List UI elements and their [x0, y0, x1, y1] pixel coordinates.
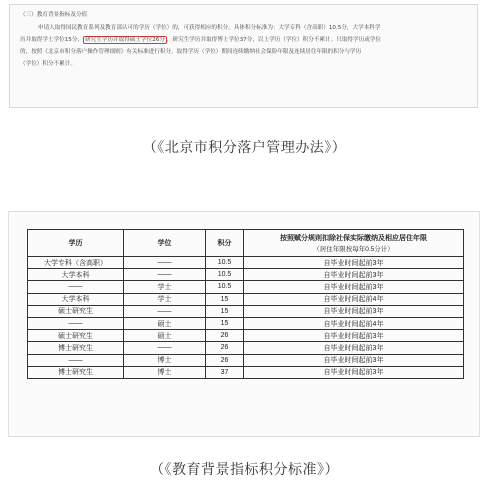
cell-years: 自毕业时间起前3年: [244, 354, 464, 366]
caption-points-standard: （《教育背景指标积分标准》）: [150, 462, 339, 478]
cell-points: 26: [206, 342, 244, 354]
cell-education: 硕士研究生: [28, 305, 124, 317]
points-standard-table-image: [8, 211, 480, 437]
table-row: [28, 330, 464, 342]
table-row: [28, 269, 464, 281]
cell-education: 博士研究生: [28, 366, 124, 378]
cell-education: ——: [28, 281, 124, 293]
cell-degree: 博士: [124, 354, 206, 366]
cell-points: 26: [206, 354, 244, 366]
table-row: [28, 293, 464, 305]
cell-points: 26: [206, 330, 244, 342]
cell-degree: ——: [124, 269, 206, 281]
header-education: 学历: [28, 230, 124, 257]
highlighted-master-degree-text: 研究生学历并取得硕士学位26分: [85, 37, 165, 43]
cell-education: 硕士研究生: [28, 330, 124, 342]
cell-points: 10.5: [206, 257, 244, 269]
cell-years: 自毕业时间起前3年: [244, 257, 464, 269]
cell-education: ——: [28, 317, 124, 329]
policy-excerpt-image: [9, 4, 478, 108]
header-years-title: 按照赋分规则扣除社保实际缴纳及相应居住年限: [280, 235, 427, 242]
excerpt-line-2: [20, 38, 381, 44]
cell-points: 15: [206, 305, 244, 317]
cell-years: 自毕业时间起前3年: [244, 281, 464, 293]
table-row: [28, 257, 464, 269]
excerpt-line-2-post: ，研究生学历并取得博士学位37分，以上学历（学位）积分不累计。只取得学历或学位: [166, 37, 381, 43]
cell-years: 自毕业时间起前3年: [244, 342, 464, 354]
cell-points: 37: [206, 366, 244, 378]
cell-points: 15: [206, 293, 244, 305]
table-row: [28, 281, 464, 293]
cell-years: 自毕业时间起前3年: [244, 305, 464, 317]
cell-years: 自毕业时间起前3年: [244, 366, 464, 378]
education-points-table: [27, 229, 464, 379]
cell-degree: 硕士: [124, 317, 206, 329]
table-row: [28, 366, 464, 378]
cell-degree: ——: [124, 257, 206, 269]
excerpt-line-1: 申请人取得国民教育系列及教育部认可的学历（学位）的，可获得相应的积分。具体积分标准为：大学专科（含高职）10.5分，大学本科学: [38, 25, 381, 31]
header-years-subtitle: （居住年限按每年0.5分计）: [313, 246, 394, 253]
table-row: [28, 317, 464, 329]
cell-years: 自毕业时间起前3年: [244, 330, 464, 342]
table-row: [28, 342, 464, 354]
excerpt-heading: （三）教育背景指标及分值: [20, 12, 88, 18]
excerpt-line-3: 的，按照《北京市积分落户操作管理细则》有关标准进行积分。取得学历（学位）期间连续缴纳社会保险年限及连续居住年限的积分与学历: [20, 49, 362, 55]
cell-degree: ——: [124, 305, 206, 317]
cell-degree: 硕士: [124, 330, 206, 342]
cell-years: 自毕业时间起前4年: [244, 293, 464, 305]
cell-points: 10.5: [206, 281, 244, 293]
cell-degree: 学士: [124, 293, 206, 305]
cell-degree: 博士: [124, 366, 206, 378]
cell-degree: 学士: [124, 281, 206, 293]
cell-education: 大学专科（含高职）: [28, 257, 124, 269]
header-points: 积分: [206, 230, 244, 257]
cell-education: ——: [28, 354, 124, 366]
table-row: [28, 354, 464, 366]
excerpt-line-2-pre: 历并取得学士学位15分，: [20, 37, 84, 43]
caption-management-measures: （《北京市积分落户管理办法》）: [142, 140, 347, 156]
cell-degree: ——: [124, 342, 206, 354]
cell-education: 博士研究生: [28, 342, 124, 354]
cell-education: 大学本科: [28, 269, 124, 281]
cell-years: 自毕业时间起前3年: [244, 269, 464, 281]
cell-education: 大学本科: [28, 293, 124, 305]
header-degree: 学位: [124, 230, 206, 257]
cell-points: 15: [206, 317, 244, 329]
table-row: [28, 305, 464, 317]
table-header-row: [28, 230, 464, 257]
cell-years: 自毕业时间起前4年: [244, 317, 464, 329]
cell-points: 10.5: [206, 269, 244, 281]
header-years: [244, 230, 464, 257]
excerpt-line-4: （学位）积分不累计。: [20, 61, 76, 67]
